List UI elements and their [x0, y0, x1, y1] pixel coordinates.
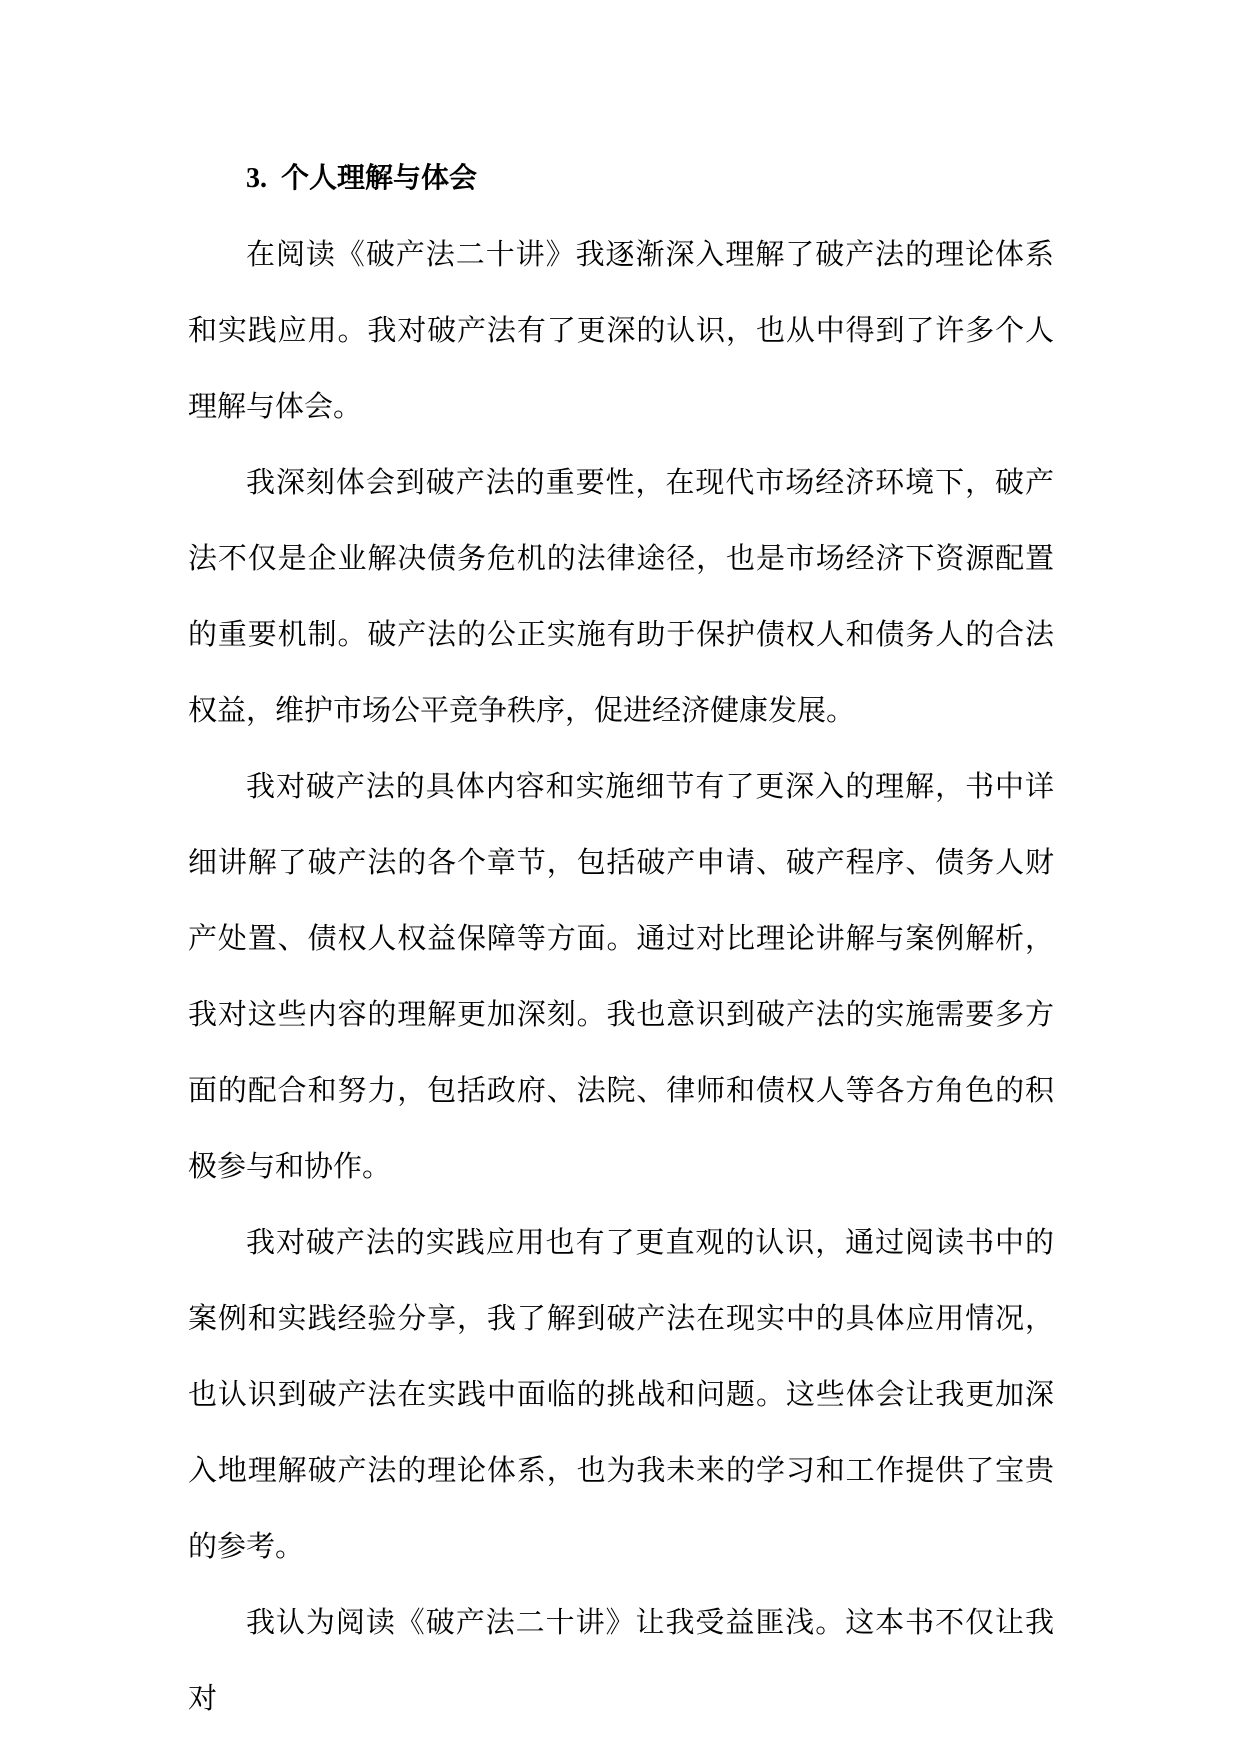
paragraph-1: 在阅读《破产法二十讲》我逐渐深入理解了破产法的理论体系和实践应用。我对破产法有了更深的认识，也从中得到了许多个人理解与体会。	[188, 237, 1054, 423]
section-number: 3.	[246, 163, 267, 194]
paragraph-5: 我认为阅读《破产法二十讲》让我受益匪浅。这本书不仅让我对	[188, 1605, 1054, 1715]
document-body	[188, 140, 1054, 1736]
paragraph-4: 我对破产法的实践应用也有了更直观的认识，通过阅读书中的案例和实践经验分享，我了解到破产法在现实中的具体应用情况，也认识到破产法在实践中面临的挑战和问题。这些体会让我更加深入地理解破产法的理论体系，也为我未来的学习和工作提供了宝贵的参考。	[188, 1225, 1054, 1563]
section-title: 个人理解与体会	[281, 161, 478, 194]
paragraph-2: 我深刻体会到破产法的重要性，在现代市场经济环境下，破产法不仅是企业解决债务危机的法律途径，也是市场经济下资源配置的重要机制。破产法的公正实施有助于保护债权人和债务人的合法权益，维护市场公平竞争秩序，促进经济健康发展。	[188, 465, 1054, 727]
paragraph-3: 我对破产法的具体内容和实施细节有了更深入的理解，书中详细讲解了破产法的各个章节，包括破产申请、破产程序、债务人财产处置、债权人权益保障等方面。通过对比理论讲解与案例解析，我对这些内容的理解更加深刻。我也意识到破产法的实施需要多方面的配合和努力，包括政府、法院、律师和债权人等各方角色的积极参与和协作。	[188, 769, 1054, 1183]
section-heading	[188, 140, 1054, 216]
